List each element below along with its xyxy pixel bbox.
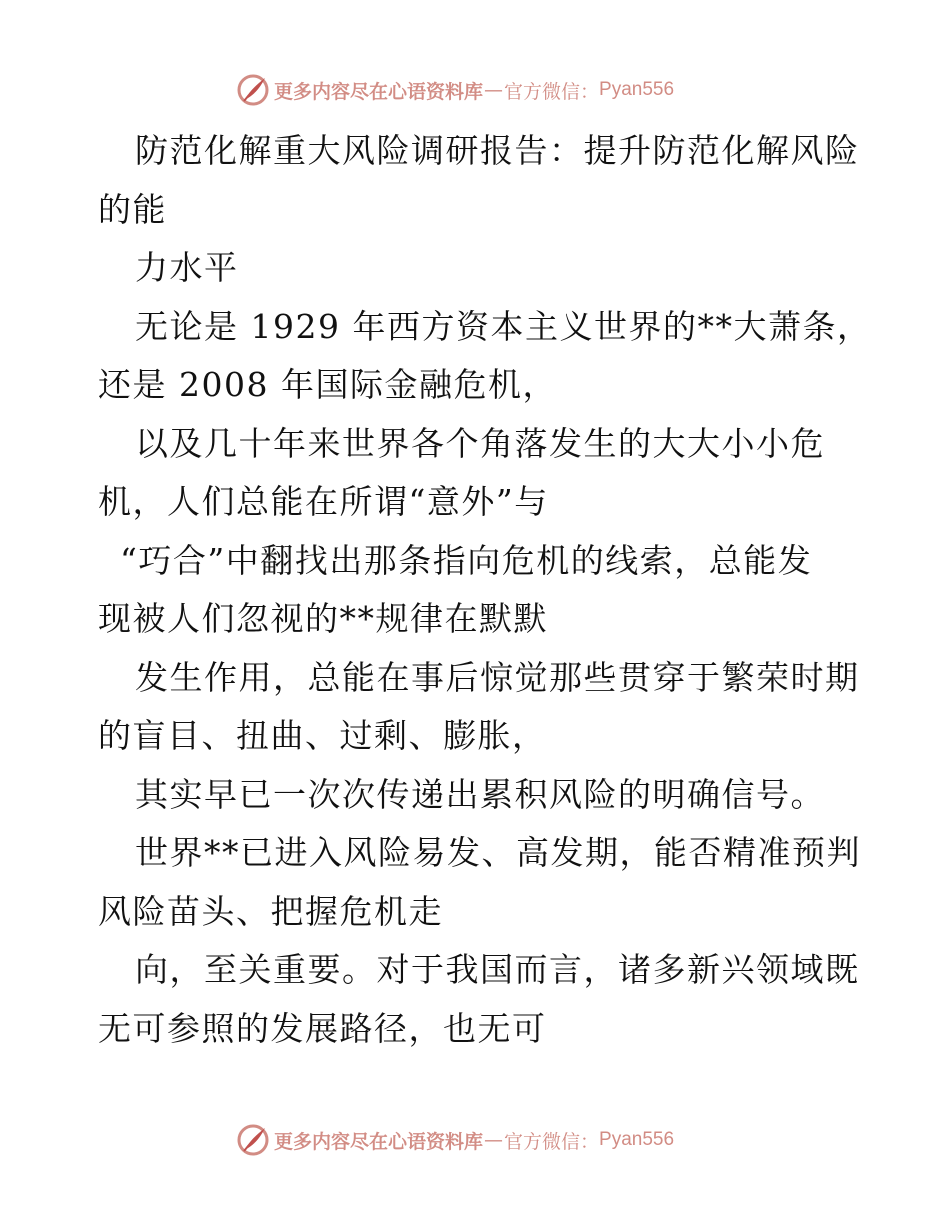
paragraph bbox=[98, 649, 858, 766]
watermark-dash: — bbox=[484, 1129, 504, 1151]
paragraph bbox=[98, 239, 858, 298]
paragraph bbox=[98, 941, 858, 1058]
paragraph bbox=[98, 766, 858, 825]
text-line: 其实早已一次次传递出累积风险的明确信号。 bbox=[135, 774, 825, 814]
document-body bbox=[98, 122, 872, 1058]
text-line: 的盲目、扭曲、过剩、膨胀， bbox=[98, 716, 547, 755]
text-line: 的能 bbox=[98, 189, 167, 229]
footer-watermark bbox=[236, 1123, 674, 1157]
quill-logo-icon bbox=[236, 73, 270, 107]
paragraph bbox=[98, 122, 858, 239]
text-line: 世界**已进入风险易发、高发期，能否精准预判 bbox=[135, 833, 861, 872]
paragraph bbox=[98, 532, 858, 649]
watermark-wechat-label: 官方微信： bbox=[504, 1130, 600, 1153]
text-line: 发生作用，总能在事后惊觉那些贯穿于繁荣时期 bbox=[135, 657, 860, 697]
text-line: 以及几十年来世界各个角落发生的大大小小危 bbox=[135, 423, 825, 463]
watermark-site-name: 更多内容尽在心语资料库 bbox=[274, 1130, 484, 1153]
quill-logo-icon bbox=[236, 1123, 270, 1157]
text-line: 力水平 bbox=[135, 248, 239, 287]
header-watermark bbox=[236, 73, 674, 107]
paragraph bbox=[98, 298, 872, 415]
text-line: 防范化解重大风险调研报告：提升防范化解风险 bbox=[135, 131, 860, 170]
watermark-dash: — bbox=[484, 79, 504, 101]
text-line: 无可参照的发展路径，也无可 bbox=[98, 1008, 547, 1048]
paragraph bbox=[98, 415, 858, 532]
paragraph bbox=[98, 824, 861, 941]
text-line: 向，至关重要。对于我国而言，诸多新兴领域既 bbox=[135, 950, 860, 989]
watermark-site-name: 更多内容尽在心语资料库 bbox=[274, 80, 484, 103]
watermark-wechat-id: Pyan556 bbox=[599, 1129, 675, 1150]
text-line: 风险苗头、把握危机走 bbox=[98, 891, 443, 931]
text-line: 无论是 1929 年西方资本主义世界的**大萧条， bbox=[135, 306, 872, 346]
text-line: 现被人们忽视的**规律在默默 bbox=[98, 599, 548, 638]
text-line: 还是 2008 年国际金融危机， bbox=[98, 365, 557, 404]
watermark-wechat-id: Pyan556 bbox=[599, 79, 675, 100]
text-line: “巧合”中翻找出那条指向危机的线索，总能发 bbox=[120, 540, 813, 580]
text-line: 机，人们总能在所谓“意外”与 bbox=[98, 482, 549, 521]
watermark-wechat-label: 官方微信： bbox=[504, 80, 600, 103]
